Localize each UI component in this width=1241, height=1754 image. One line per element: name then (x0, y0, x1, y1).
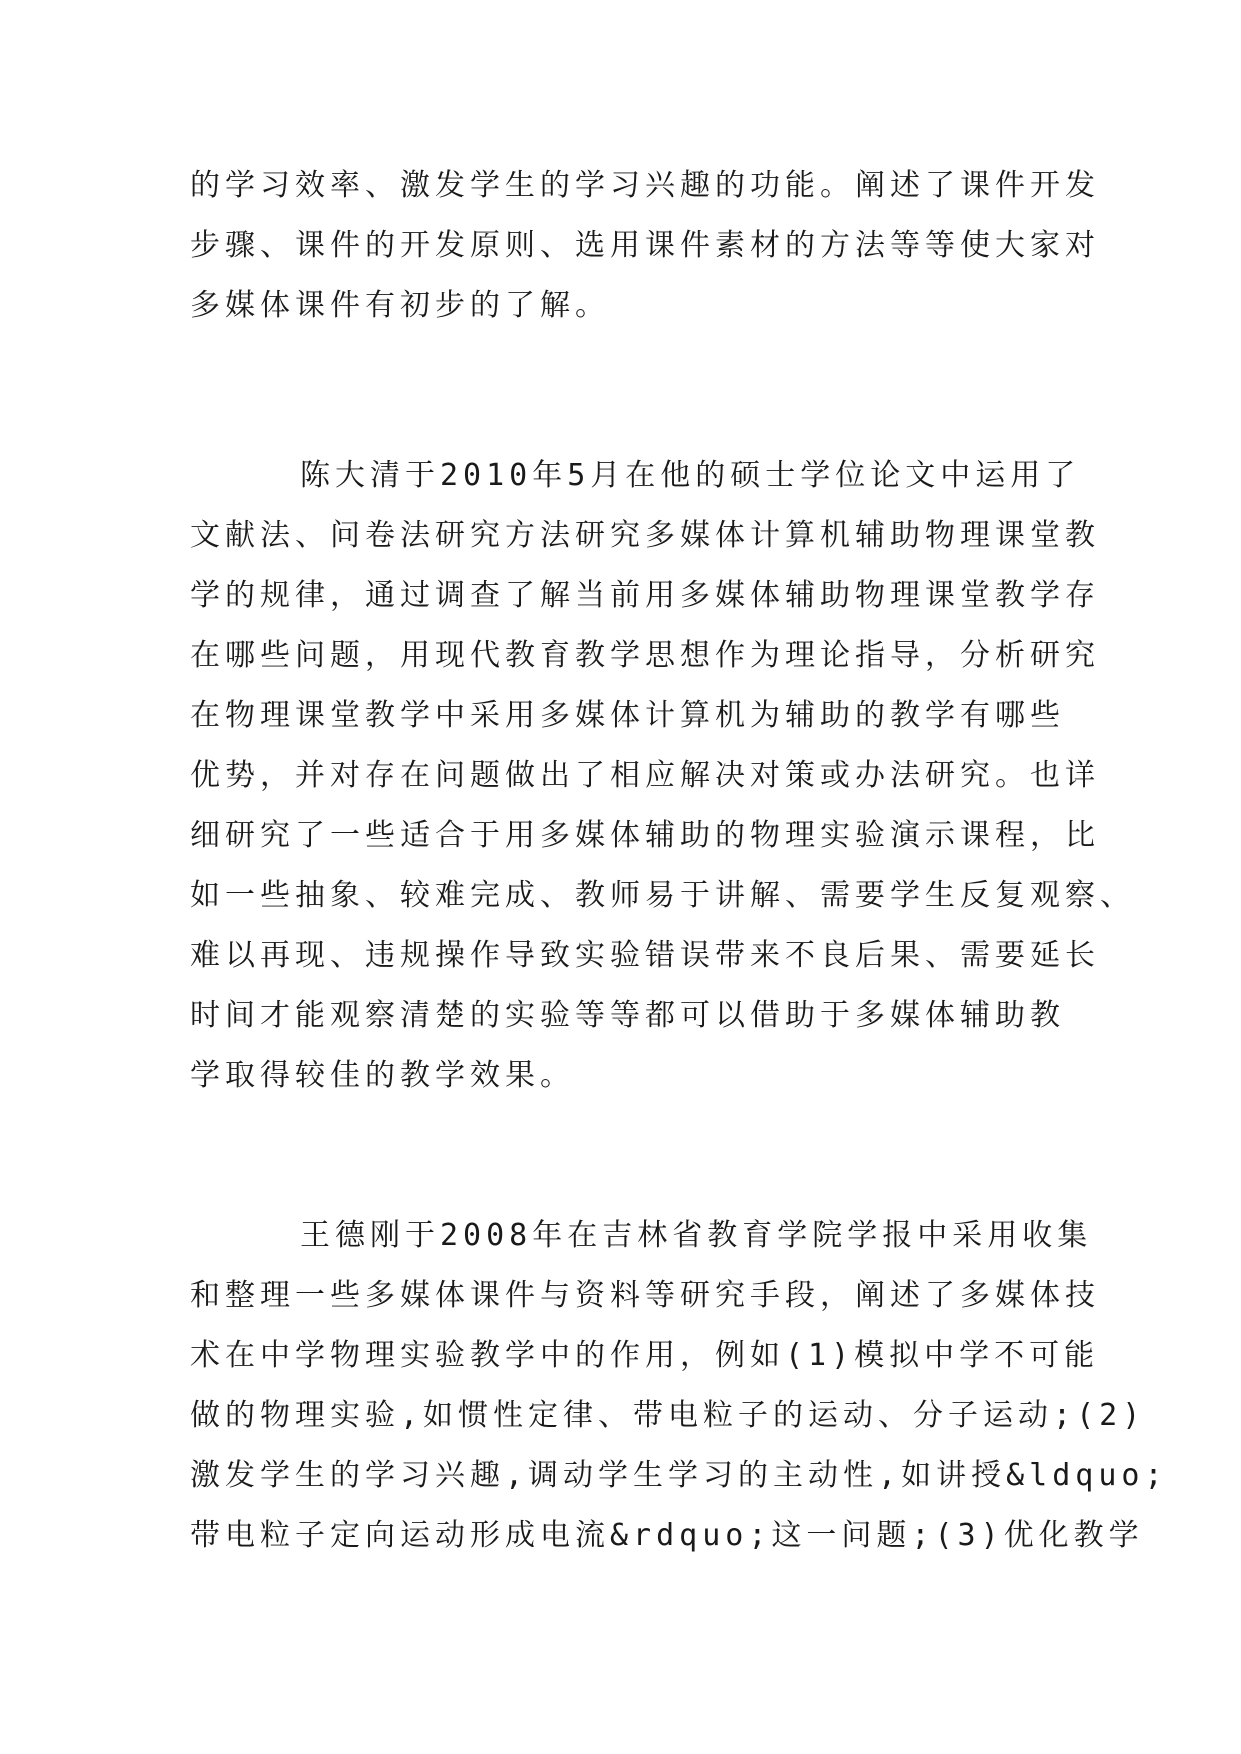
text-line: 如一些抽象、较难完成、教师易于讲解、需要学生反复观察、 (190, 878, 1135, 913)
text-line: 优势，并对存在问题做出了相应解决对策或办法研究。也详 (190, 758, 1100, 793)
text-line: 的学习效率、激发学生的学习兴趣的功能。阐述了课件开发 (190, 168, 1100, 203)
text-line: 激发学生的学习兴趣,调动学生学习的主动性,如讲授&ldquo; (190, 1458, 1168, 1493)
text-line: 步骤、课件的开发原则、选用课件素材的方法等等使大家对 (190, 228, 1100, 263)
text-line: 学的规律，通过调查了解当前用多媒体辅助物理课堂教学存 (190, 578, 1100, 613)
text-line: 陈大清于2010年5月在他的硕士学位论文中运用了 (300, 458, 1081, 493)
paragraph-2 (190, 446, 1135, 1106)
text-line: 做的物理实验,如惯性定律、带电粒子的运动、分子运动;(2) (190, 1398, 1146, 1433)
paragraph-3 (190, 1206, 1168, 1566)
text-line: 在物理课堂教学中采用多媒体计算机为辅助的教学有哪些 (190, 698, 1065, 733)
text-line: 时间才能观察清楚的实验等等都可以借助于多媒体辅助教 (190, 998, 1065, 1033)
text-line: 术在中学物理实验教学中的作用，例如(1)模拟中学不可能 (190, 1338, 1100, 1373)
text-line: 在哪些问题，用现代教育教学思想作为理论指导，分析研究 (190, 638, 1100, 673)
paragraph-1 (190, 156, 1100, 336)
text-line: 难以再现、违规操作导致实验错误带来不良后果、需要延长 (190, 938, 1100, 973)
text-line: 王德刚于2008年在吉林省教育学院学报中采用收集 (300, 1218, 1093, 1253)
text-line: 细研究了一些适合于用多媒体辅助的物理实验演示课程，比 (190, 818, 1100, 853)
text-line: 多媒体课件有初步的了解。 (190, 288, 610, 323)
text-line: 学取得较佳的教学效果。 (190, 1058, 575, 1093)
text-line: 带电粒子定向运动形成电流&rdquo;这一问题;(3)优化教学 (190, 1518, 1144, 1553)
text-line: 文献法、问卷法研究方法研究多媒体计算机辅助物理课堂教 (190, 518, 1100, 553)
text-line: 和整理一些多媒体课件与资料等研究手段，阐述了多媒体技 (190, 1278, 1100, 1313)
